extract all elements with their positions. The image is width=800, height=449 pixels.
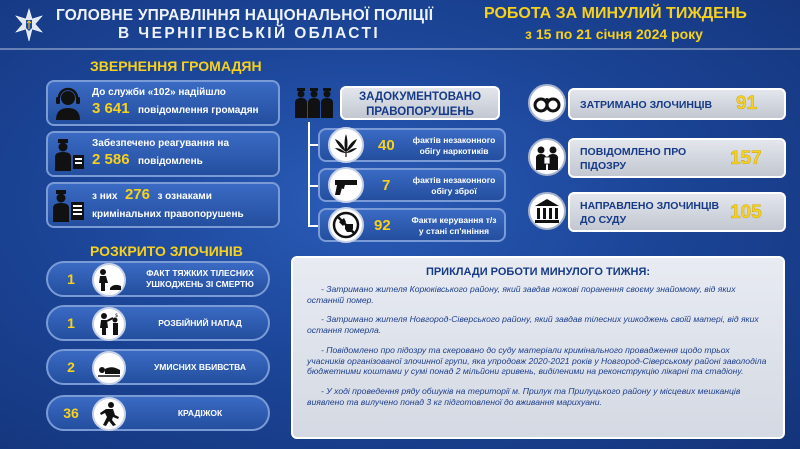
appeal-response-line2: повідомлень xyxy=(138,156,203,167)
appeal-response-card xyxy=(46,131,280,177)
appeals-title: ЗВЕРНЕННЯ ГРОМАДЯН xyxy=(90,58,262,74)
documented-title-line2: ПРАВОПОРУШЕНЬ xyxy=(366,105,474,118)
solved-robbery-number: 1 xyxy=(67,315,75,331)
appeal-calls-line1: До служби «102» надійшло xyxy=(92,87,226,98)
example-item: - Затримано жителя Корюківського району, який завдав ножові поранення своєму знайомому, від яких останній помер. xyxy=(307,284,736,305)
appeal-calls-card xyxy=(46,80,280,126)
example-item: - Затримано жителя Новгород-Сіверського району, який завдав тілесних ушкоджень своїй матері, від яких остання померла. xyxy=(307,314,759,336)
court-card xyxy=(568,192,786,232)
documented-header xyxy=(340,86,500,120)
report-dates: з 15 по 21 січня 2024 року xyxy=(525,26,703,42)
appeal-criminal-prefix: з них xyxy=(92,191,118,202)
documented-drugs-number: 40 xyxy=(378,137,395,154)
cannabis-leaf-icon xyxy=(328,127,364,163)
appeal-criminal-suffix: з ознаками xyxy=(157,191,212,202)
tree-connector xyxy=(308,122,310,226)
robbery-icon xyxy=(92,307,126,341)
appeal-calls-line2: повідомлення громадян xyxy=(138,105,259,116)
documented-drunk-driving-number: 92 xyxy=(374,217,391,234)
officer-documents-icon xyxy=(50,188,86,224)
appeal-response-line1: Забезпечено реагування на xyxy=(92,138,230,149)
operator-headset-icon xyxy=(50,85,86,121)
solved-theft-label: КРАДІЖОК xyxy=(177,408,223,418)
examples-title: ПРИКЛАДИ РОБОТИ МИНУЛОГО ТИЖНЯ: xyxy=(425,266,651,278)
officers-group-icon xyxy=(294,86,334,118)
grievous-injury-icon xyxy=(92,263,126,297)
documented-drunk-driving-label: Факти керування т/з у стані сп'яніння xyxy=(411,215,497,237)
solved-murder-label: УМИСНИХ ВБИВСТВА xyxy=(153,362,247,372)
documented-drugs-card xyxy=(318,128,506,162)
solved-robbery-label: РОЗБІЙНИЙ НАПАД xyxy=(158,318,242,328)
page-title: ГОЛОВНЕ УПРАВЛІННЯ НАЦІОНАЛЬНОЇ ПОЛІЦІЇ xyxy=(56,7,434,24)
documented-weapons-label: фактів незаконного обігу зброї xyxy=(412,175,496,197)
solved-theft-number: 36 xyxy=(63,405,79,421)
appeal-criminal-card xyxy=(46,182,280,228)
thief-running-icon xyxy=(92,397,126,431)
solved-injury-card xyxy=(46,261,270,297)
court-label: НАПРАВЛЕНО ЗЛОЧИНЦІВ ДО СУДУ xyxy=(580,200,720,227)
solved-murder-number: 2 xyxy=(67,359,75,375)
detained-number: 91 xyxy=(736,93,758,114)
documented-title-line1: ЗАДОКУМЕНТОВАНО xyxy=(358,91,482,103)
patrol-officer-icon xyxy=(50,137,86,173)
documented-drunk-driving-card xyxy=(318,208,506,242)
appeal-response-number: 2 586 xyxy=(92,151,130,168)
svg-text:$: $ xyxy=(115,313,119,319)
detained-label: ЗАТРИМАНО ЗЛОЧИНЦІВ xyxy=(580,99,713,111)
documented-weapons-number: 7 xyxy=(382,177,391,194)
suspicion-label: ПОВІДОМЛЕНО ПРО ПІДОЗРУ xyxy=(580,146,687,173)
appeal-calls-number: 3 641 xyxy=(92,100,130,117)
solved-murder-card xyxy=(46,349,270,385)
solved-robbery-card xyxy=(46,305,270,341)
documented-drugs-label: фактів незаконного обігу наркотиків xyxy=(412,135,496,157)
example-item: - Повідомлено про підозру та скеровано до суду матеріали кримінального провадження щодо трьох учасників організованої злочинної групи, яка упродовж 2020-2021 років у Новгород-Сіверському районі заволоділа бюджетними коштами у сумі понад 2 мільйони гривень, виділеними на реконструкцію лікарні та стадіону. xyxy=(307,344,767,377)
murder-body-icon xyxy=(92,351,126,385)
header-divider xyxy=(0,48,800,50)
solved-theft-card xyxy=(46,395,270,431)
solved-injury-label: ФАКТ ТЯЖКИХ ТІЛЕСНИХ УШКОДЖЕНЬ ЗІ СМЕРТЮ xyxy=(146,268,254,290)
police-emblem-icon xyxy=(14,8,44,42)
detained-card xyxy=(568,88,786,120)
court-number: 105 xyxy=(730,202,762,223)
suspicion-notice-icon xyxy=(528,138,566,176)
courthouse-icon xyxy=(528,192,566,230)
example-item: - У ході проведення ряду обшуків на території м. Прилук та Прилуцького району у місцевих мешканців виявлено та вилучено понад 3 кг підготовленої до вживання марихуани. xyxy=(307,386,741,407)
handcuffs-icon xyxy=(528,84,566,122)
page-subtitle: В ЧЕРНІГІВСЬКІЙ ОБЛАСТІ xyxy=(118,25,381,42)
no-drunk-driving-icon xyxy=(328,207,364,243)
appeal-criminal-number: 276 xyxy=(124,186,150,203)
suspicion-card xyxy=(568,138,786,178)
suspicion-number: 157 xyxy=(730,148,762,169)
pistol-icon xyxy=(328,167,364,203)
solved-title: РОЗКРИТО ЗЛОЧИНІВ xyxy=(90,243,243,259)
examples-panel xyxy=(291,256,785,439)
appeal-criminal-line2: кримінальних правопорушень xyxy=(92,209,244,220)
week-title: РОБОТА ЗА МИНУЛИЙ ТИЖДЕНЬ xyxy=(484,5,747,22)
solved-injury-number: 1 xyxy=(67,271,75,287)
documented-weapons-card xyxy=(318,168,506,202)
